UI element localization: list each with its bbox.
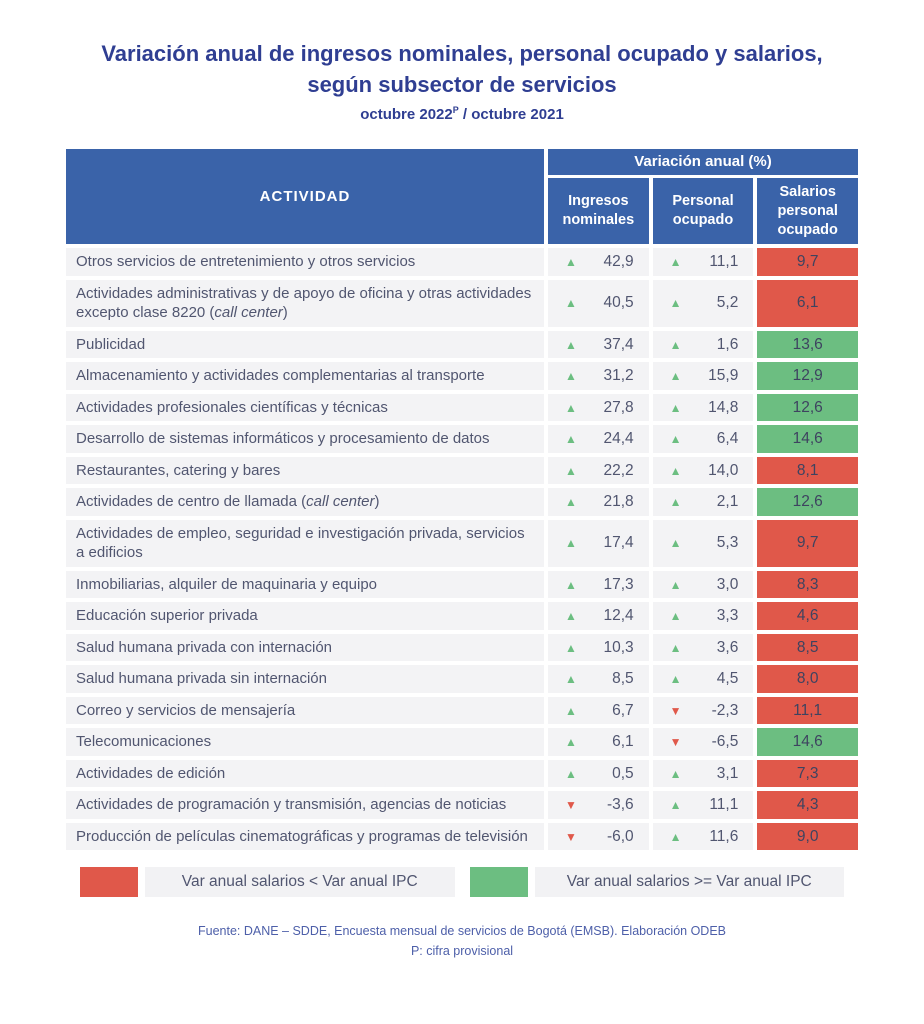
page-subtitle <box>66 105 858 123</box>
green-swatch-icon <box>470 867 528 897</box>
table-row <box>66 634 858 662</box>
salarios-cell <box>757 248 858 276</box>
salarios-value: 4,6 <box>796 607 819 625</box>
trend-arrow-icon: ▲ <box>669 495 682 510</box>
legend-label-below: Var anual salarios < Var anual IPC <box>145 867 455 897</box>
ingresos-value: 42,9 <box>603 253 634 271</box>
salarios-value: 12,6 <box>792 493 823 511</box>
table-row <box>66 362 858 390</box>
ingresos-cell <box>548 571 649 599</box>
personal-value: 3,0 <box>716 575 739 593</box>
trend-arrow-icon: ▲ <box>565 577 577 592</box>
salarios-cell <box>757 665 858 693</box>
ingresos-cell <box>548 362 649 390</box>
ingresos-cell <box>548 760 649 788</box>
trend-arrow-icon: ▼ <box>669 703 682 718</box>
trend-arrow-icon: ▲ <box>669 296 682 311</box>
activity-cell <box>66 394 544 422</box>
salarios-cell <box>757 697 858 725</box>
ingresos-cell <box>548 728 649 756</box>
ingresos-cell <box>548 280 649 327</box>
activity-label: Actividades de centro de llamada (call center) <box>76 493 380 511</box>
legend-item-above-ipc <box>470 867 845 897</box>
salarios-value: 12,9 <box>792 367 823 385</box>
trend-arrow-icon: ▲ <box>669 672 682 687</box>
activity-cell <box>66 571 544 599</box>
legend-label-above: Var anual salarios >= Var anual IPC <box>535 867 845 897</box>
variation-table <box>66 149 858 850</box>
ingresos-value: 31,2 <box>603 367 634 385</box>
activity-label: Educación superior privada <box>76 607 258 625</box>
trend-arrow-icon: ▲ <box>669 609 682 624</box>
ingresos-value: 6,7 <box>612 701 634 719</box>
red-swatch-icon <box>80 867 138 897</box>
trend-arrow-icon: ▲ <box>669 400 682 415</box>
ingresos-value: 0,5 <box>612 764 634 782</box>
salarios-value: 9,0 <box>796 827 819 845</box>
footer-source: Fuente: DANE – SDDE, Encuesta mensual de servicios de Bogotá (EMSB). Elaboración ODEB <box>197 924 727 939</box>
personal-value: 14,0 <box>708 461 739 479</box>
activity-cell <box>66 457 544 485</box>
activity-cell <box>66 823 544 851</box>
trend-arrow-icon: ▲ <box>669 829 682 844</box>
ingresos-value: 40,5 <box>603 294 634 312</box>
salarios-cell <box>757 488 858 516</box>
table-row <box>66 571 858 599</box>
activity-cell <box>66 602 544 630</box>
personal-value: 3,3 <box>716 607 739 625</box>
salarios-cell <box>757 602 858 630</box>
personal-cell <box>653 791 754 819</box>
salarios-value: 9,7 <box>796 253 819 271</box>
header-ingresos-nominales: Ingresos nominales <box>548 178 649 244</box>
personal-cell <box>653 697 754 725</box>
activity-cell <box>66 791 544 819</box>
trend-arrow-icon: ▲ <box>669 798 682 813</box>
table-row <box>66 697 858 725</box>
personal-cell <box>653 425 754 453</box>
ingresos-cell <box>548 823 649 851</box>
salarios-cell <box>757 520 858 567</box>
salarios-value: 8,0 <box>796 670 819 688</box>
activity-label: Correo y servicios de mensajería <box>76 701 296 719</box>
personal-value: 15,9 <box>708 367 739 385</box>
activity-label: Actividades administrativas y de apoyo de oficina y otras actividades excepto clase 8220 (call center) <box>76 284 532 322</box>
page-title <box>66 38 858 100</box>
salarios-cell <box>757 728 858 756</box>
ingresos-cell <box>548 425 649 453</box>
ingresos-cell <box>548 394 649 422</box>
trend-arrow-icon: ▲ <box>565 672 577 687</box>
activity-label: Inmobiliarias, alquiler de maquinaria y equipo <box>76 575 378 593</box>
salarios-cell <box>757 791 858 819</box>
salarios-value: 12,6 <box>792 398 823 416</box>
activity-label: Salud humana privada sin internación <box>76 670 327 688</box>
personal-value: 3,1 <box>716 764 739 782</box>
table-row <box>66 280 858 327</box>
personal-cell <box>653 248 754 276</box>
personal-value: -6,5 <box>711 733 739 751</box>
salarios-value: 11,1 <box>793 701 823 719</box>
trend-arrow-icon: ▲ <box>565 735 577 750</box>
title-line-2: según subsector de servicios <box>307 72 617 98</box>
activity-cell <box>66 665 544 693</box>
ingresos-cell <box>548 457 649 485</box>
salarios-value: 9,7 <box>796 534 819 552</box>
personal-cell <box>653 665 754 693</box>
activity-label: Salud humana privada con internación <box>76 638 333 656</box>
table-row <box>66 520 858 567</box>
ingresos-cell <box>548 665 649 693</box>
personal-value: 5,3 <box>716 534 739 552</box>
trend-arrow-icon: ▲ <box>565 337 577 352</box>
trend-arrow-icon: ▼ <box>565 829 577 844</box>
activity-cell <box>66 760 544 788</box>
activity-label: Publicidad <box>76 335 146 353</box>
personal-value: 4,5 <box>716 670 739 688</box>
trend-arrow-icon: ▲ <box>669 536 682 551</box>
ingresos-value: -3,6 <box>606 796 634 814</box>
activity-label: Restaurantes, catering y bares <box>76 461 281 479</box>
ingresos-cell <box>548 520 649 567</box>
personal-cell <box>653 457 754 485</box>
table-row <box>66 248 858 276</box>
activity-cell <box>66 634 544 662</box>
footer <box>66 921 858 961</box>
activity-label: Producción de películas cinematográficas y programas de televisión <box>76 827 528 845</box>
salarios-value: 14,6 <box>792 430 823 448</box>
personal-cell <box>653 760 754 788</box>
activity-label: Telecomunicaciones <box>76 733 212 751</box>
legend-item-below-ipc <box>80 867 455 897</box>
table-row <box>66 602 858 630</box>
salarios-cell <box>757 425 858 453</box>
salarios-value: 13,6 <box>792 335 823 353</box>
personal-value: 11,6 <box>709 827 739 845</box>
ingresos-value: 22,2 <box>603 461 634 479</box>
table-row <box>66 331 858 359</box>
activity-cell <box>66 362 544 390</box>
ingresos-value: 27,8 <box>603 398 634 416</box>
activity-label: Actividades profesionales científicas y técnicas <box>76 398 388 416</box>
trend-arrow-icon: ▲ <box>565 400 577 415</box>
header-group-label: Variación anual (%) <box>548 149 858 175</box>
personal-value: 6,4 <box>716 430 739 448</box>
ingresos-cell <box>548 248 649 276</box>
trend-arrow-icon: ▲ <box>669 577 682 592</box>
activity-label: Actividades de edición <box>76 764 226 782</box>
table-row <box>66 791 858 819</box>
trend-arrow-icon: ▲ <box>669 255 682 270</box>
trend-arrow-icon: ▼ <box>669 735 682 750</box>
trend-arrow-icon: ▲ <box>565 495 577 510</box>
header-variation-group <box>548 149 858 244</box>
personal-cell <box>653 331 754 359</box>
salarios-value: 7,3 <box>796 764 819 782</box>
header-activity: ACTIVIDAD <box>66 149 544 244</box>
trend-arrow-icon: ▲ <box>669 432 682 447</box>
salarios-value: 8,3 <box>796 575 819 593</box>
trend-arrow-icon: ▲ <box>669 337 682 352</box>
ingresos-value: 12,4 <box>603 607 634 625</box>
table-row <box>66 823 858 851</box>
ingresos-value: 10,3 <box>603 638 634 656</box>
activity-label: Actividades de empleo, seguridad e investigación privada, servicios a edificios <box>76 524 525 562</box>
ingresos-value: 17,4 <box>603 534 634 552</box>
activity-cell <box>66 280 544 327</box>
trend-arrow-icon: ▲ <box>565 536 577 551</box>
ingresos-value: 8,5 <box>612 670 634 688</box>
trend-arrow-icon: ▲ <box>669 463 682 478</box>
personal-cell <box>653 488 754 516</box>
salarios-value: 8,5 <box>796 638 819 656</box>
salarios-value: 8,1 <box>796 461 819 479</box>
subtitle-period: octubre 2022 <box>360 106 453 124</box>
trend-arrow-icon: ▲ <box>669 640 682 655</box>
ingresos-value: 37,4 <box>603 335 634 353</box>
salarios-value: 4,3 <box>796 796 819 814</box>
personal-value: 5,2 <box>716 294 739 312</box>
header-subcolumns <box>548 178 858 244</box>
footer-provisional-note: P: cifra provisional <box>410 944 514 959</box>
trend-arrow-icon: ▲ <box>669 766 682 781</box>
salarios-cell <box>757 280 858 327</box>
trend-arrow-icon: ▼ <box>565 798 577 813</box>
ingresos-cell <box>548 697 649 725</box>
personal-cell <box>653 571 754 599</box>
activity-cell <box>66 488 544 516</box>
personal-cell <box>653 823 754 851</box>
table-row <box>66 728 858 756</box>
salarios-cell <box>757 760 858 788</box>
legend <box>80 867 844 897</box>
table-body <box>66 248 858 850</box>
ingresos-value: 17,3 <box>603 575 634 593</box>
personal-cell <box>653 362 754 390</box>
salarios-cell <box>757 634 858 662</box>
trend-arrow-icon: ▲ <box>565 432 577 447</box>
personal-cell <box>653 394 754 422</box>
personal-value: 3,6 <box>716 638 739 656</box>
activity-label: Actividades de programación y transmisión, agencias de noticias <box>76 796 507 814</box>
personal-cell <box>653 280 754 327</box>
trend-arrow-icon: ▲ <box>565 609 577 624</box>
table-row <box>66 665 858 693</box>
personal-cell <box>653 602 754 630</box>
table-header <box>66 149 858 244</box>
salarios-cell <box>757 362 858 390</box>
table-row <box>66 425 858 453</box>
header-personal-ocupado: Personal ocupado <box>653 178 754 244</box>
salarios-cell <box>757 571 858 599</box>
personal-value: 14,8 <box>708 398 739 416</box>
subtitle-comparison-period: / octubre 2021 <box>458 106 564 124</box>
salarios-cell <box>757 823 858 851</box>
salarios-cell <box>757 331 858 359</box>
personal-value: 11,1 <box>709 796 739 814</box>
salarios-cell <box>757 394 858 422</box>
trend-arrow-icon: ▲ <box>565 369 577 384</box>
trend-arrow-icon: ▲ <box>669 369 682 384</box>
ingresos-cell <box>548 331 649 359</box>
ingresos-value: -6,0 <box>606 827 634 845</box>
salarios-cell <box>757 457 858 485</box>
provisional-superscript: P <box>452 105 459 116</box>
title-line-1: Variación anual de ingresos nominales, personal ocupado y salarios, <box>101 41 823 66</box>
ingresos-cell <box>548 602 649 630</box>
ingresos-cell <box>548 488 649 516</box>
trend-arrow-icon: ▲ <box>565 255 577 270</box>
personal-cell <box>653 520 754 567</box>
salarios-value: 14,6 <box>792 733 823 751</box>
personal-cell <box>653 728 754 756</box>
ingresos-value: 6,1 <box>612 733 634 751</box>
trend-arrow-icon: ▲ <box>565 463 577 478</box>
trend-arrow-icon: ▲ <box>565 296 577 311</box>
ingresos-cell <box>548 791 649 819</box>
table-row <box>66 760 858 788</box>
activity-label: Otros servicios de entretenimiento y otros servicios <box>76 253 416 271</box>
ingresos-cell <box>548 634 649 662</box>
personal-value: -2,3 <box>711 701 739 719</box>
header-salarios: Salarios personal ocupado <box>757 178 858 244</box>
activity-label: Desarrollo de sistemas informáticos y procesamiento de datos <box>76 430 490 448</box>
activity-cell <box>66 248 544 276</box>
trend-arrow-icon: ▲ <box>565 703 577 718</box>
activity-cell <box>66 331 544 359</box>
personal-value: 11,1 <box>709 253 739 271</box>
activity-cell <box>66 697 544 725</box>
ingresos-value: 21,8 <box>603 493 634 511</box>
salarios-value: 6,1 <box>796 294 819 312</box>
ingresos-value: 24,4 <box>603 430 634 448</box>
activity-cell <box>66 728 544 756</box>
activity-cell <box>66 520 544 567</box>
activity-cell <box>66 425 544 453</box>
personal-value: 1,6 <box>716 335 739 353</box>
personal-cell <box>653 634 754 662</box>
table-row <box>66 394 858 422</box>
table-row <box>66 457 858 485</box>
personal-value: 2,1 <box>716 493 739 511</box>
trend-arrow-icon: ▲ <box>565 640 577 655</box>
table-row <box>66 488 858 516</box>
trend-arrow-icon: ▲ <box>565 766 577 781</box>
activity-label: Almacenamiento y actividades complementarias al transporte <box>76 367 485 385</box>
